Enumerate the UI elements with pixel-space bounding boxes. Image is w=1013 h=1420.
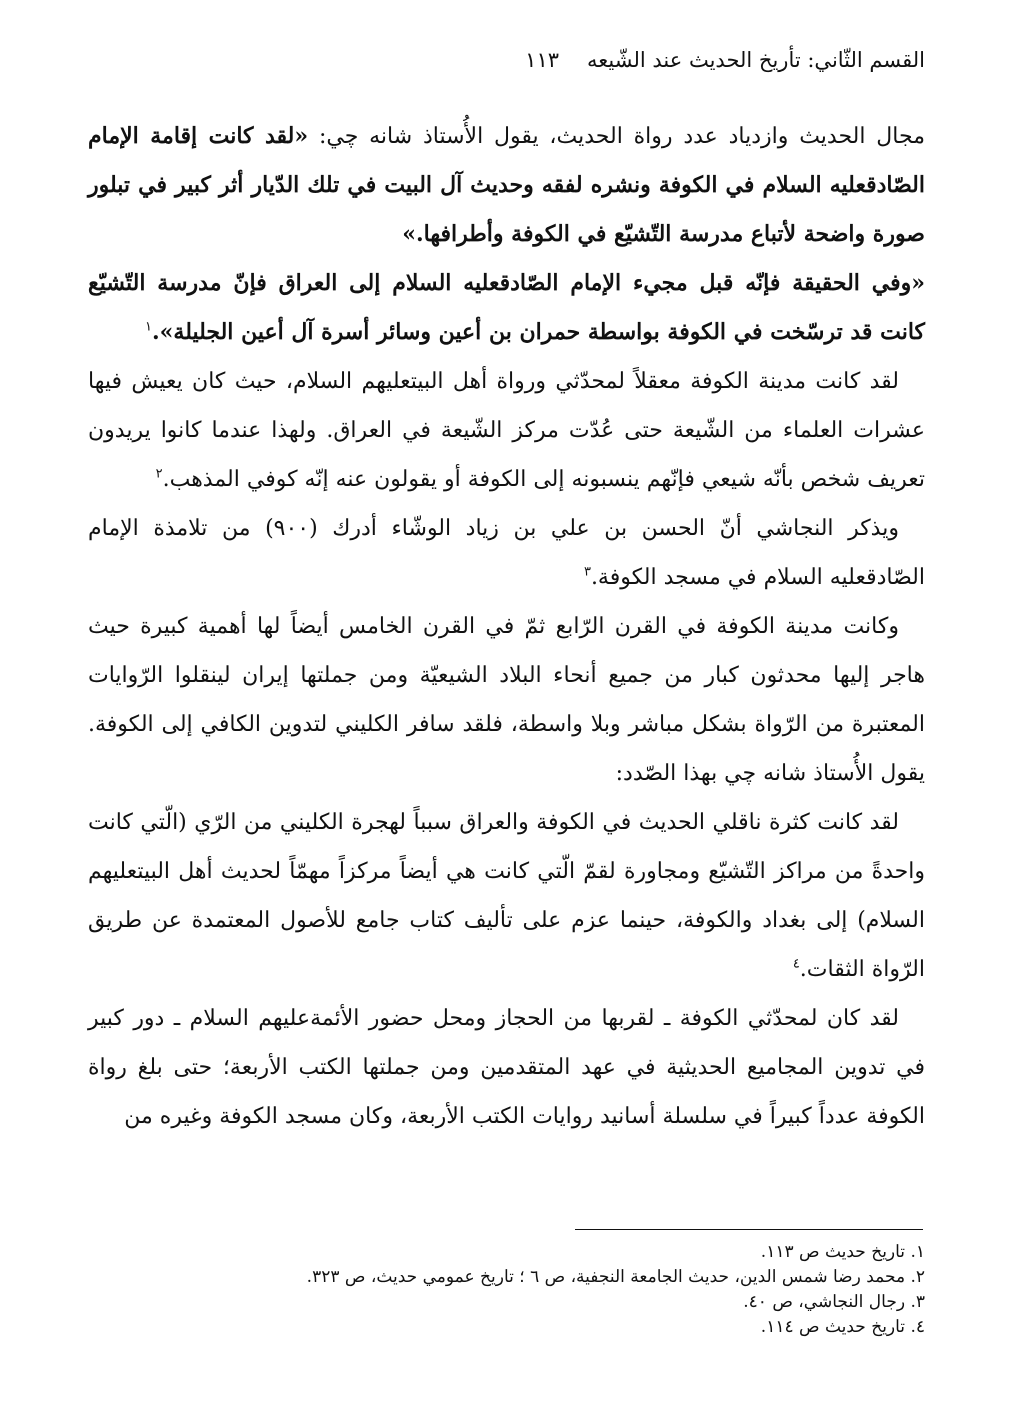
- paragraph-2-quote: «وفي الحقيقة فإنّه قبل مجيء الإمام الصّادقعليه السلام إلى العراق فإنّ مدرسة التّشيّع كانت قد ترسّخت في الكوفة بواسطة حمران بن أعين وسائر أسرة آل أعين الجليلة».: [88, 270, 925, 345]
- paragraph-6-text: لقد كانت كثرة ناقلي الحديث في الكوفة والعراق سبباً لهجرة الكليني من الرّي (الّتي كانت واحدةً من مراكز التّشيّع ومجاورة لقمّ الّتي كانت هي أيضاً مركزاً مهمّاً لحديث أهل البيتعليهم السلام) إلى بغداد والكوفة، حينما عزم على تأليف كتاب جامع للأصول المعتمدة عن طريق الرّواة الثقات.: [88, 810, 925, 982]
- footnote-3: ٣. رجال النجاشي، ص ٤٠.: [743, 1292, 925, 1312]
- footnotes: [60, 1240, 925, 1340]
- paragraph-7-text: لقد كان لمحدّثي الكوفة ـ لقربها من الحجاز ومحل حضور الأئمةعليهم السلام ـ دور كبير في تدوين المجاميع الحديثية في عهد المتقدمين ومن جملتها الكتب الأربعة؛ حتى بلغ رواة الكوفة عدداً كبيراً في سلسلة أسانيد روايات الكتب الأربعة، وكان مسجد الكوفة وغيره من: [88, 1006, 925, 1129]
- paragraph-6: [88, 798, 925, 994]
- paragraph-1-quote: «لقد كانت إقامة الإمام الصّادقعليه السلام في الكوفة ونشره لفقه وحديث آل البيت في تلك الدّيار أثر كبير في تبلور صورة واضحة لأتباع مدرسة التّشيّع في الكوفة وأطرافها.»: [88, 123, 925, 247]
- body-text: [88, 112, 925, 1141]
- footnote-ref-1: ١: [145, 319, 152, 335]
- footnote-2: ٢. محمد رضا شمس الدين، حديث الجامعة النجفية، ص ٦ ؛ تاريخ عمومي حديث، ص ٣٢٣.: [306, 1267, 925, 1287]
- footnote-4: ٤. تاريخ حديث ص ١١٤.: [760, 1317, 925, 1337]
- footnote-ref-2: ٢: [155, 466, 163, 482]
- paragraph-4-text: ويذكر النجاشي أنّ الحسن بن علي بن زياد الوشّاء أدرك (٩٠٠) من تلامذة الإمام الصّادقعليه السلام في مسجد الكوفة.: [88, 516, 925, 590]
- paragraph-7: [88, 994, 925, 1141]
- paragraph-5: [88, 602, 925, 798]
- footnote-divider: [575, 1229, 923, 1230]
- paragraph-1-text: مجال الحديث وازدياد عدد رواة الحديث، يقول الأُستاذ شانه چي:: [308, 124, 925, 149]
- paragraph-3: [88, 357, 925, 504]
- footnote-1: ١. تاريخ حديث ص ١١٣.: [760, 1242, 925, 1262]
- paragraph-5-text: وكانت مدينة الكوفة في القرن الرّابع ثمّ في القرن الخامس أيضاً لها أهمية كبيرة حيث هاجر إليها محدثون كبار من جميع أنحاء البلاد الشيعيّة ومن جملتها إيران لينقلوا الرّوايات المعتبرة من الرّواة بشكل مباشر وبلا واسطة، فلقد سافر الكليني لتدوين الكافي إلى الكوفة. يقول الأُستاذ شانه چي بهذا الصّدد:: [88, 614, 925, 786]
- running-header: [88, 40, 925, 80]
- paragraph-2: [88, 259, 925, 357]
- footnote-ref-3: ٣: [583, 564, 591, 580]
- paragraph-3-text: لقد كانت مدينة الكوفة معقلاً لمحدّثي ورواة أهل البيتعليهم السلام، حيث كان يعيش فيها عشرات العلماء من الشّيعة حتى عُدّت مركز الشّيعة في العراق. ولهذا عندما كانوا يريدون تعريف شخص بأنّه شيعي فإنّهم ينسبونه إلى الكوفة أو يقولون عنه إنّه كوفي المذهب.: [88, 369, 925, 492]
- paragraph-4: [88, 504, 925, 602]
- header-title: القسم الثّاني: تأريخ الحديث عند الشّيعه: [587, 48, 925, 72]
- page-number: ١١٣: [525, 48, 560, 72]
- footnote-ref-4: ٤: [792, 956, 800, 972]
- paragraph-1: [88, 112, 925, 259]
